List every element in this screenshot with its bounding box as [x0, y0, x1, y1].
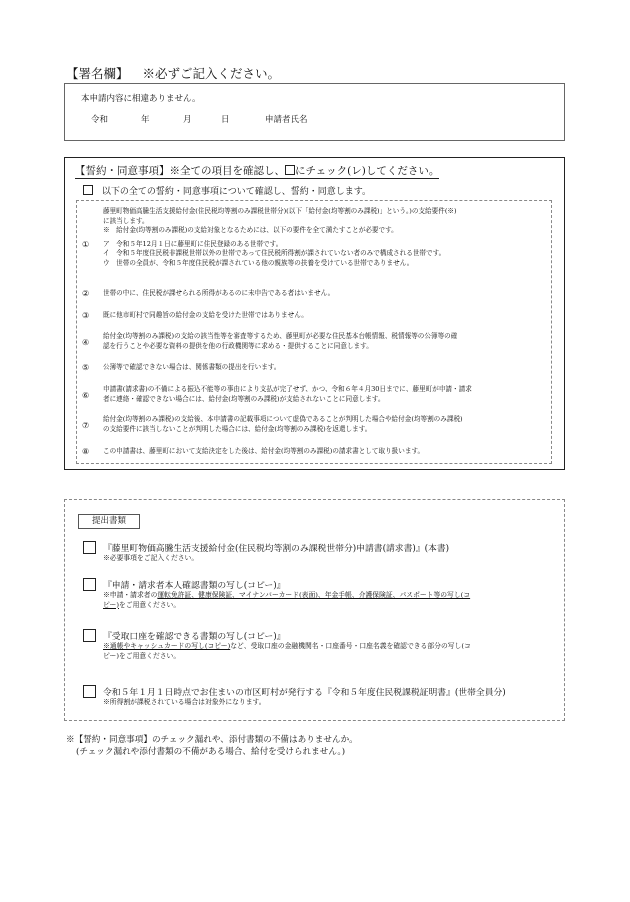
pledge-item-number: ⑤ — [82, 363, 90, 372]
note-text: をご用意ください。 — [118, 600, 181, 609]
pledge-item-line: ※ 給付金(均等割のみ課税)の支給対象となるためには、以下の要件を全て満たすことが必要です。 — [103, 226, 398, 235]
document-title: 『申請・請求者本人確認書類の写し(コピー)』 — [103, 581, 286, 591]
signature-box — [64, 83, 565, 141]
agree-all-text: 以下の全ての誓約・同意事項について確認し、誓約・同意します。 — [101, 187, 371, 197]
pledge-title-note-2: にチェック(レ)してください。 — [295, 165, 440, 177]
pledge-item-number: ① — [82, 240, 90, 249]
note-text: ピー) — [103, 600, 119, 609]
signature-heading-note: ※必ずご記入ください。 — [142, 66, 281, 81]
pledge-item-line: 藤里町物価高騰生活支援給付金(住民税均等割のみ課税世帯分)(以下「給付金(均等割のみ課税)」という。)の支給要件(※) — [103, 207, 457, 215]
pledge-title-note: ※全ての項目を確認し、 — [169, 165, 285, 177]
note-text: 運転免許証、健康保険証、マイナンバーカード(表面)、年金手帳、介護保険証、パスポート等の写し(コ — [157, 591, 471, 599]
pledge-item-number: ⑧ — [82, 447, 90, 456]
signature-date-row — [91, 113, 308, 125]
pledge-item-line: ウ 世帯の全員が、令和５年度住民税が課されている他の親族等の扶養を受けている世帯でありません。 — [103, 258, 414, 267]
applicant-name-field[interactable]: 申請者氏名 — [265, 115, 308, 125]
signature-heading-label: 【署名欄】 — [66, 66, 129, 81]
pledge-item-line: 申請書(請求書)の不備による振込不能等の事由により支払が完了せず、かつ、令和６年４月30日までに、藤里町が申請・請求 — [103, 385, 472, 393]
document-note — [103, 642, 471, 661]
date-day-field[interactable]: 日 — [221, 115, 230, 125]
pledge-item-number: ③ — [82, 311, 90, 320]
footer-note-2: (チェック漏れや添付書類の不備がある場合、給付を受けられません。) — [76, 747, 346, 757]
pledge-agree-row — [83, 184, 371, 197]
note-text: など、受取口座の金融機関名・口座番号・口座名義を確認できる部分の写し(コ — [230, 642, 471, 650]
date-year-field[interactable]: 年 — [141, 115, 150, 125]
pledge-item-number: ⑦ — [82, 421, 90, 430]
date-era: 令和 — [91, 115, 109, 125]
document-checkbox[interactable] — [83, 629, 96, 642]
pledge-title — [75, 163, 439, 178]
document-checkbox[interactable] — [83, 685, 96, 698]
signature-heading — [66, 64, 280, 82]
document-checkbox[interactable] — [83, 578, 96, 591]
checkbox-icon — [285, 165, 295, 175]
pledge-item-line: この申請書は、藤里町において支給決定をした後は、給付金(均等割のみ課税)の請求書として取り扱います。 — [103, 447, 425, 455]
pledge-item-line: の支給要件に該当しないことが判明した場合には、給付金(均等割のみ課税)を返還します。 — [103, 424, 372, 433]
submission-box — [64, 499, 565, 721]
note-text: ※通帳やキャッシュカードの写し(コピー) — [103, 642, 231, 650]
pledge-item-number: ④ — [82, 338, 90, 347]
pledge-item-line: 者に連絡・確認できない場合には、給付金(均等割のみ課税)が支給されないことに同意します。 — [103, 394, 385, 403]
document-note — [103, 591, 470, 610]
document-checkbox[interactable] — [83, 541, 96, 554]
confirm-text: 本申請内容に相違ありません。 — [81, 94, 201, 104]
pledge-item-line: 世帯の中に、住民税が課せられる所得があるのに未申告である者はいません。 — [103, 289, 335, 297]
note-text: ※申請・請求者の — [103, 591, 158, 599]
pledge-item-line: ア 令和５年12月１日に藤里町に住民登録のある世帯です。 — [103, 239, 283, 248]
pledge-box — [64, 157, 565, 470]
note-text: ピー)をご用意ください。 — [103, 651, 181, 660]
footer-note-1: ※【誓約・同意事項】のチェック漏れや、添付書類の不備はありませんか。 — [66, 735, 358, 745]
pledge-item — [77, 207, 551, 279]
pledge-item-line: イ 令和５年度住民税非課税世帯以外の世帯であって住民税所得割が課されていない者のみで構成される世帯です。 — [103, 249, 446, 258]
pledge-item-line: 認を行うことや必要な資料の提供を他の行政機関等に求める・提供することに同意します。 — [103, 341, 373, 350]
document-note: ※必要事項をご記入ください。 — [103, 554, 199, 562]
pledge-title-bracket: 【誓約・同意事項】 — [75, 165, 170, 177]
agree-all-checkbox[interactable] — [83, 185, 93, 195]
pledge-item-line: 給付金(均等割のみ課税)の支給後、本申請書の記載事項について虚偽であることが判明した場合や給付金(均等割のみ課税) — [103, 415, 463, 423]
submission-label: 提出書類 — [78, 514, 140, 529]
date-month-field[interactable]: 月 — [183, 115, 192, 125]
pledge-item-number: ⑥ — [82, 391, 90, 400]
pledge-item-line: に該当します。 — [103, 216, 149, 225]
pledge-item-line: 既に他市町村で同趣旨の給付金の支給を受けた世帯ではありません。 — [103, 311, 308, 319]
document-title: 『藤里町物価高騰生活支援給付金(住民税均等割のみ課税世帯分)申請書(請求書)』(本書) — [103, 544, 450, 554]
document-title: 令和５年１月１日時点でお住まいの市区町村が発行する『令和５年度住民税課税証明書』(世帯全員分) — [103, 688, 506, 698]
pledge-item-number: ② — [82, 289, 90, 298]
document-title: 『受取口座を確認できる書類の写し(コピー)』 — [103, 632, 286, 642]
pledge-items — [76, 200, 552, 464]
pledge-item-line: 公簿等で確認できない場合は、関係書類の提出を行います。 — [103, 363, 281, 371]
document-note: ※所得割が課税されている場合は対象外になります。 — [103, 698, 266, 706]
pledge-item-line: 給付金(均等割のみ課税)の支給の該当性等を審査等するため、藤里町が必要な住民基本台帳情報、税情報等の公簿等の確 — [103, 332, 458, 340]
